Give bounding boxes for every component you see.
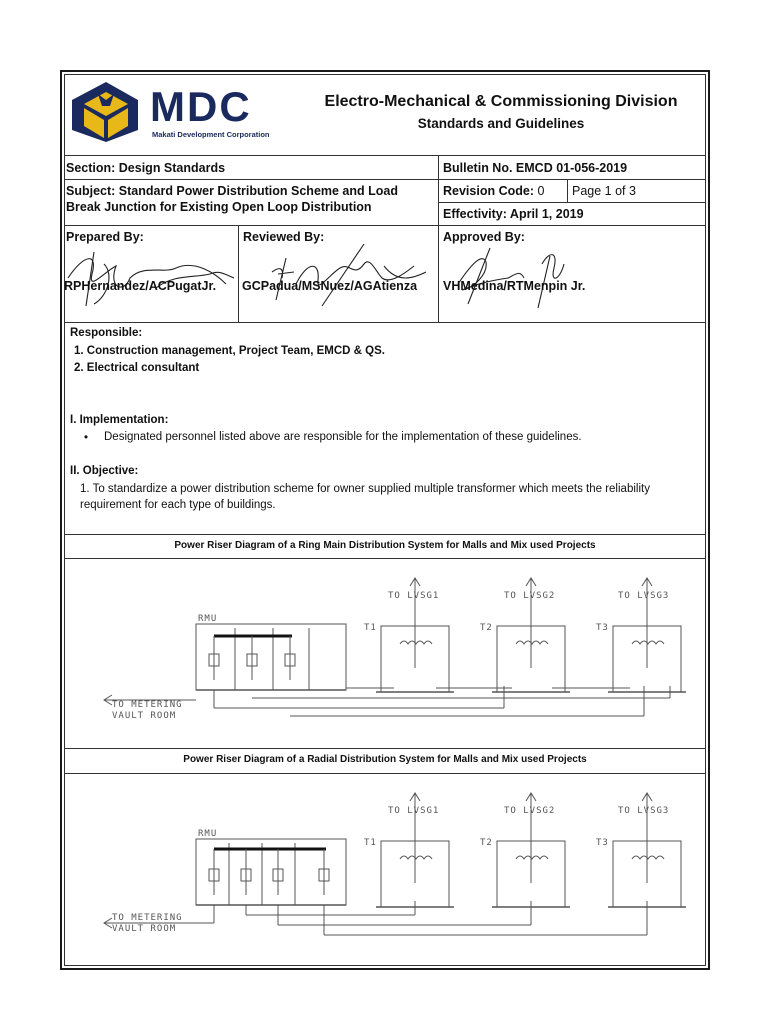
ring-main-diagram bbox=[64, 558, 706, 748]
section-field: Section: Design Standards bbox=[66, 161, 226, 175]
logo-subtext: Makati Development Corporation bbox=[152, 130, 270, 139]
implementation-bullet: Designated personnel listed above are responsible for the implementation of these guidelines. bbox=[104, 431, 582, 443]
prepared-by-label: Prepared By: bbox=[66, 230, 144, 244]
radial-rmu-label: RMU bbox=[198, 829, 218, 839]
mdc-logo bbox=[68, 80, 293, 142]
effectivity-date: Effectivity: April 1, 2019 bbox=[443, 207, 584, 221]
implementation-heading: I. Implementation: bbox=[70, 414, 169, 426]
radial-transformer-2: T2 bbox=[480, 838, 493, 848]
ring-rmu-label: RMU bbox=[198, 614, 218, 624]
logo-text: MDC bbox=[150, 83, 252, 130]
responsible-item-1: 1. Construction management, Project Team, EMCD & QS. bbox=[74, 345, 385, 357]
reviewed-by-names: GCPadua/MSNuez/AGAtienza bbox=[242, 279, 418, 293]
implementation-bullet-icon: • bbox=[84, 432, 89, 444]
division-title: Electro-Mechanical & Commissioning Division bbox=[324, 93, 678, 110]
radial-transformer-1: T1 bbox=[364, 838, 377, 848]
bulletin-number: Bulletin No. EMCD 01-056-2019 bbox=[443, 161, 628, 175]
reviewed-by-label: Reviewed By: bbox=[243, 230, 325, 244]
ring-metering-line-2: VAULT ROOM bbox=[112, 711, 177, 721]
objective-line-2: requirement for each type of buildings. bbox=[80, 499, 276, 511]
radial-feed-3: TO LVSG3 bbox=[618, 806, 670, 816]
responsible-heading: Responsible: bbox=[70, 327, 143, 339]
subject-line-2: Break Junction for Existing Open Loop Distribution bbox=[66, 200, 372, 214]
ring-transformer-2: T2 bbox=[480, 623, 493, 633]
ring-diagram-title: Power Riser Diagram of a Ring Main Distribution System for Malls and Mix used Projects bbox=[174, 540, 596, 551]
radial-feed-2: TO LVSG2 bbox=[504, 806, 556, 816]
ring-feed-1: TO LVSG1 bbox=[388, 591, 440, 601]
revision-code bbox=[443, 184, 544, 198]
approved-by-label: Approved By: bbox=[443, 230, 525, 244]
ring-feed-2: TO LVSG2 bbox=[504, 591, 556, 601]
revision-label: Revision Code: bbox=[443, 184, 534, 198]
prepared-by-names: RPHernandez/ACPugatJr. bbox=[64, 279, 217, 293]
objective-heading: II. Objective: bbox=[70, 465, 139, 477]
radial-metering-line-1: TO METERING bbox=[112, 913, 183, 923]
ring-transformer-1: T1 bbox=[364, 623, 377, 633]
revision-value: 0 bbox=[537, 184, 545, 198]
approved-by-names: VHMedina/RTMenpin Jr. bbox=[443, 279, 586, 293]
radial-metering-line-2: VAULT ROOM bbox=[112, 924, 177, 934]
ring-feed-3: TO LVSG3 bbox=[618, 591, 670, 601]
ring-metering-line-1: TO METERING bbox=[112, 700, 183, 710]
radial-feed-1: TO LVSG1 bbox=[388, 806, 440, 816]
radial-diagram-title: Power Riser Diagram of a Radial Distribution System for Malls and Mix used Projects bbox=[183, 754, 587, 765]
radial-transformer-3: T3 bbox=[596, 838, 609, 848]
objective-line-1: 1. To standardize a power distribution scheme for owner supplied multiple transformer which meets the reliability bbox=[80, 483, 650, 495]
ring-transformer-3: T3 bbox=[596, 623, 609, 633]
subject-line-1: Subject: Standard Power Distribution Scheme and Load bbox=[66, 184, 398, 198]
document-subtitle: Standards and Guidelines bbox=[417, 116, 585, 131]
radial-diagram bbox=[64, 773, 706, 963]
responsible-item-2: 2. Electrical consultant bbox=[74, 362, 200, 374]
page-number: Page 1 of 3 bbox=[572, 184, 636, 198]
